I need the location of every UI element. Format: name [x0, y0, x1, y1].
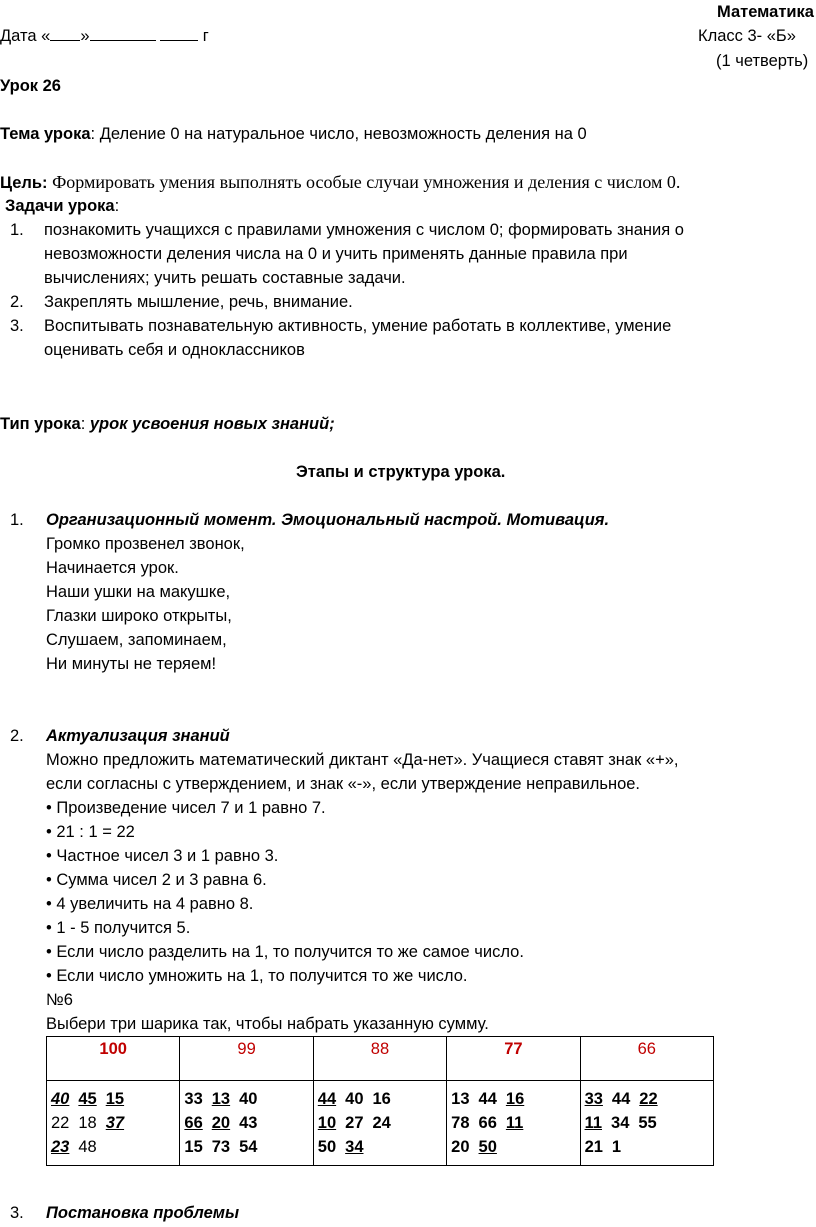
date-suffix: г [202, 27, 209, 45]
poem-line: Громко прозвенел звонок, [46, 535, 245, 553]
number-line [585, 1087, 709, 1111]
ball-number: 54 [239, 1138, 258, 1156]
lesson-topic [0, 122, 587, 146]
ball-number: 27 [345, 1114, 364, 1132]
exercise-number: №6 [46, 991, 73, 1009]
number-line [585, 1111, 709, 1135]
stage-title: Организационный момент. Эмоциональный настрой. Мотивация. [46, 511, 610, 529]
stage-num: 3. [10, 1204, 24, 1222]
ball-number: 48 [78, 1138, 97, 1156]
task-line: Воспитывать познавательную активность, умение работать в коллективе, умение [44, 317, 672, 335]
dictation-item: • Если число разделить на 1, то получится то же самое число. [46, 943, 524, 961]
number-line [451, 1087, 575, 1111]
poem-line: Ни минуты не теряем! [46, 655, 217, 673]
ball-number: 45 [78, 1090, 97, 1108]
balls-table [46, 1036, 714, 1166]
ball-number: 34 [611, 1114, 630, 1132]
ball-number: 33 [184, 1090, 203, 1108]
ball-number: 13 [451, 1090, 470, 1108]
structure-heading: Этапы и структура урока. [296, 463, 506, 481]
dictation-item: • 4 увеличить на 4 равно 8. [46, 895, 254, 913]
stage-line: Можно предложить математический диктант «Да-нет». Учащиеся ставят знак «+», [46, 751, 679, 769]
exercise-instruction: Выбери три шарика так, чтобы набрать указанную сумму. [46, 1015, 489, 1033]
tasks-label: Задачи урока [5, 197, 115, 215]
date-day-blank [50, 25, 80, 41]
topic-label: Тема урока [0, 125, 91, 143]
ball-number: 55 [638, 1114, 657, 1132]
dictation-item: • Сумма чисел 2 и 3 равна 6. [46, 871, 267, 889]
ball-number: 13 [211, 1090, 231, 1108]
lesson-goal [0, 170, 680, 195]
number-line [51, 1135, 175, 1159]
ball-number: 40 [345, 1090, 364, 1108]
dictation-item: • Произведение чисел 7 и 1 равно 7. [46, 799, 326, 817]
sum-cell: 88 [313, 1037, 446, 1081]
ball-number: 21 [584, 1138, 603, 1156]
number-line [184, 1087, 308, 1111]
ball-number: 11 [584, 1114, 603, 1132]
subject-title: Математика [717, 3, 814, 21]
stage-num: 1. [10, 511, 24, 529]
stage-title: Постановка проблемы [46, 1204, 240, 1222]
ball-number: 34 [345, 1138, 364, 1156]
date-year-blank [160, 25, 198, 41]
ball-number: 50 [478, 1138, 497, 1156]
dictation-item: • Частное чисел 3 и 1 равно 3. [46, 847, 279, 865]
stage-num: 2. [10, 727, 24, 745]
task-line: Закреплять мышление, речь, внимание. [44, 293, 353, 311]
ball-number: 22 [51, 1114, 70, 1132]
type-text: урок усвоения новых знаний; [89, 415, 335, 433]
number-line [585, 1135, 709, 1159]
ball-number: 23 [51, 1138, 70, 1156]
ball-number: 37 [105, 1114, 125, 1132]
poem-line: Наши ушки на макушке, [46, 583, 231, 601]
date-line [0, 24, 209, 48]
ball-number: 78 [451, 1114, 470, 1132]
number-line [51, 1111, 175, 1135]
ball-number: 18 [78, 1114, 97, 1132]
ball-number: 20 [211, 1114, 231, 1132]
numbers-cell-88 [313, 1081, 446, 1166]
date-mid: » [80, 27, 90, 45]
ball-number: 20 [451, 1138, 470, 1156]
sum-cell: 77 [447, 1037, 580, 1081]
poem-line: Начинается урок. [46, 559, 179, 577]
number-line [51, 1087, 175, 1111]
ball-number: 22 [639, 1090, 658, 1108]
tasks-heading [5, 194, 119, 218]
goal-label: Цель: [0, 174, 48, 192]
date-month-blank [90, 25, 156, 41]
ball-number: 33 [584, 1090, 603, 1108]
type-label: Тип урока [0, 415, 81, 433]
number-line [184, 1135, 308, 1159]
sum-cell: 66 [580, 1037, 713, 1081]
goal-text: Формировать умения выполнять особые случаи умножения и деления с числом 0. [47, 172, 681, 192]
ball-number: 44 [611, 1090, 631, 1108]
task-num: 2. [10, 293, 24, 311]
sum-cell: 100 [47, 1037, 180, 1081]
type-colon: : [80, 415, 90, 433]
ball-number: 44 [317, 1090, 337, 1108]
number-line [451, 1135, 575, 1159]
ball-number: 15 [105, 1090, 125, 1108]
sums-row [47, 1037, 714, 1081]
ball-number: 16 [505, 1090, 525, 1108]
poem-line: Слушаем, запоминаем, [46, 631, 227, 649]
number-line [318, 1135, 442, 1159]
stage-title: Актуализация знаний [46, 727, 230, 745]
ball-number: 24 [372, 1114, 391, 1132]
lesson-type [0, 412, 335, 436]
quarter-label: (1 четверть) [716, 52, 809, 70]
ball-number: 11 [505, 1114, 524, 1132]
number-line [451, 1111, 575, 1135]
ball-number: 66 [184, 1114, 203, 1132]
numbers-cell-66 [580, 1081, 713, 1166]
tasks-colon: : [114, 197, 120, 215]
ball-number: 40 [51, 1090, 70, 1108]
numbers-cell-77 [447, 1081, 580, 1166]
ball-number: 15 [184, 1138, 203, 1156]
topic-text: : Деление 0 на натуральное число, невозможность деления на 0 [90, 125, 587, 143]
ball-number: 66 [478, 1114, 497, 1132]
ball-number: 1 [611, 1138, 622, 1156]
task-num: 1. [10, 221, 24, 239]
number-line [318, 1087, 442, 1111]
ball-number: 43 [239, 1114, 258, 1132]
sum-cell: 99 [180, 1037, 313, 1081]
numbers-cell-100 [47, 1081, 180, 1166]
dictation-item: • 21 : 1 = 22 [46, 823, 135, 841]
numbers-row [47, 1081, 714, 1166]
task-line: познакомить учащихся с правилами умножения с числом 0; формировать знания о [44, 221, 684, 239]
class-label: Класс 3- «Б» [698, 27, 796, 45]
task-line: оценивать себя и одноклассников [44, 341, 305, 359]
dictation-item: • Если число умножить на 1, то получится то же число. [46, 967, 468, 985]
task-num: 3. [10, 317, 24, 335]
lesson-number: Урок 26 [0, 77, 61, 95]
dictation-item: • 1 - 5 получится 5. [46, 919, 191, 937]
stage-line: если согласны с утверждением, и знак «-», если утверждение неправильное. [46, 775, 640, 793]
date-prefix: Дата « [0, 27, 51, 45]
ball-number: 16 [372, 1090, 391, 1108]
number-line [184, 1111, 308, 1135]
poem-line: Глазки широко открыты, [46, 607, 232, 625]
task-line: вычислениях; учить решать составные задачи. [44, 269, 406, 287]
numbers-cell-99 [180, 1081, 313, 1166]
ball-number: 50 [317, 1138, 337, 1156]
ball-number: 73 [211, 1138, 231, 1156]
ball-number: 40 [239, 1090, 258, 1108]
number-line [318, 1111, 442, 1135]
ball-number: 10 [317, 1114, 337, 1132]
task-line: невозможности деления числа на 0 и учить применять данные правила при [44, 245, 628, 263]
ball-number: 44 [478, 1090, 497, 1108]
